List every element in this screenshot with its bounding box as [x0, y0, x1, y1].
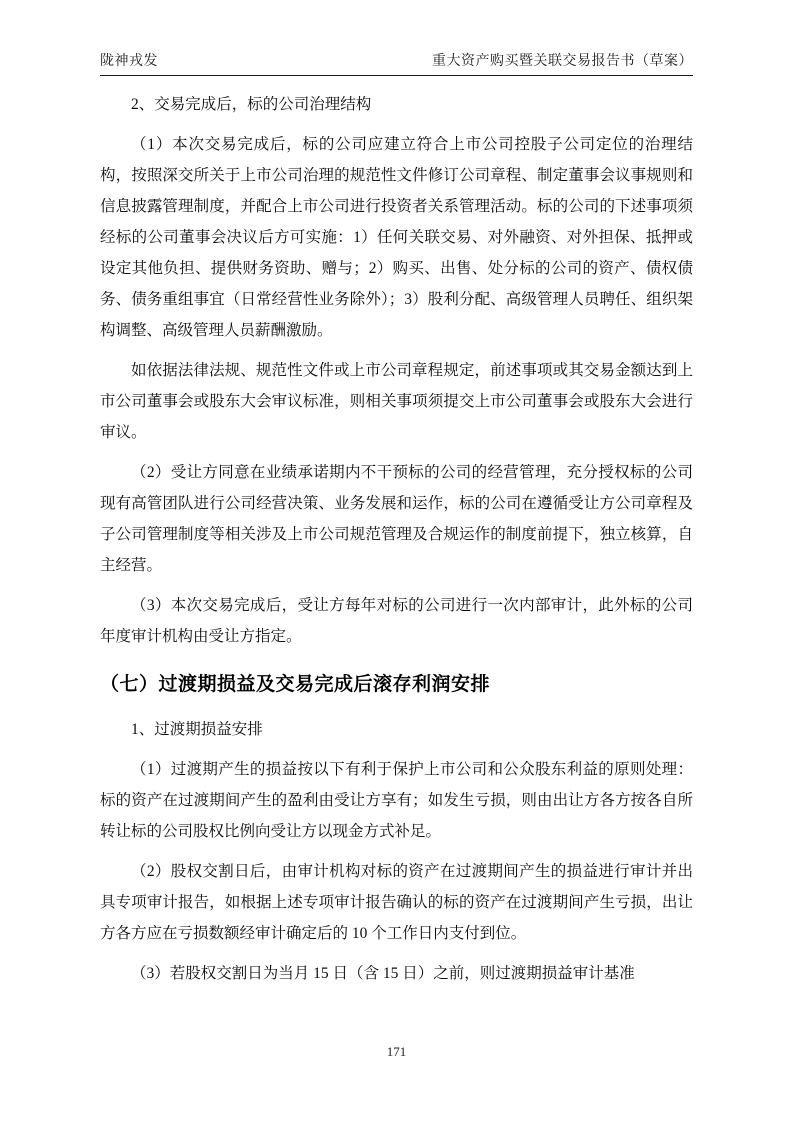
paragraph-transition-item-1: （1）过渡期产生的损益按以下有利于保护上市公司和公众股东利益的原则处理：标的资产在过渡期间产生的盈利由受让方享有；如发生亏损，则由出让方各方按各自所转让标的公司股权比例向受让方以现金方式补足。 [100, 761, 693, 840]
sub-heading-governance: 2、交易完成后，标的公司治理结构 [131, 96, 372, 113]
page-header [100, 50, 693, 76]
page-body [100, 76, 693, 989]
paragraph-governance-item-3: （3）本次交易完成后，受让方每年对标的公司进行一次内部审计，此外标的公司年度审计机构由受让方指定。 [100, 597, 693, 645]
section-heading-transition-period: （七）过渡期损益及交易完成后滚存利润安排 [100, 674, 491, 695]
paragraph-governance-item-2: （2）受让方同意在业绩承诺期内不干预标的公司的经营管理，充分授权标的公司现有高管团队进行公司经营决策、业务发展和运作，标的公司在遵循受让方公司章程及子公司管理制度等相关涉及上市公司规范管理及合规运作的制度前提下，独立核算，自主经营。 [100, 464, 693, 574]
paragraph-transition-item-2: （2）股权交割日后，由审计机构对标的资产在过渡期间产生的损益进行审计并出具专项审计报告，如根据上述专项审计报告确认的标的资产在过渡期间产生亏损，出让方各方应在亏损数额经审计确定后的 10 个工作日内支付到位。 [100, 863, 693, 942]
paragraph-governance-review: 如依据法律法规、规范性文件或上市公司章程规定，前述事项或其交易金额达到上市公司董事会或股东大会审议标准，则相关事项须提交上市公司董事会或股东大会进行审议。 [100, 362, 693, 441]
page-number: 171 [386, 1044, 407, 1059]
paragraph-governance-item-1: （1）本次交易完成后，标的公司应建立符合上市公司控股子公司定位的治理结构，按照深交所关于上市公司治理的规范性文件修订公司章程、制定董事会议事规则和信息披露管理制度，并配合上市公司进行投资者关系管理活动。标的公司的下述事项须经标的公司董事会决议后方可实施：1）任何关联交易、对外融资、对外担保、抵押或设定其他负担、提供财务资助、赠与；2）购买、出售、处分标的公司的资产、债权债务、债务重组事宜（日常经营性业务除外）；3）股利分配、高级管理人员聘任、组织架构调整、高级管理人员薪酬激励。 [100, 136, 693, 339]
paragraph-transition-item-3: （3）若股权交割日为当月 15 日（含 15 日）之前，则过渡期损益审计基准 [131, 965, 635, 982]
header-report-title: 重大资产购买暨关联交易报告书（草案） [432, 54, 693, 69]
sub-heading-transition-arrangement: 1、过渡期损益安排 [131, 721, 263, 738]
header-company-name: 陇神戎发 [100, 54, 158, 69]
